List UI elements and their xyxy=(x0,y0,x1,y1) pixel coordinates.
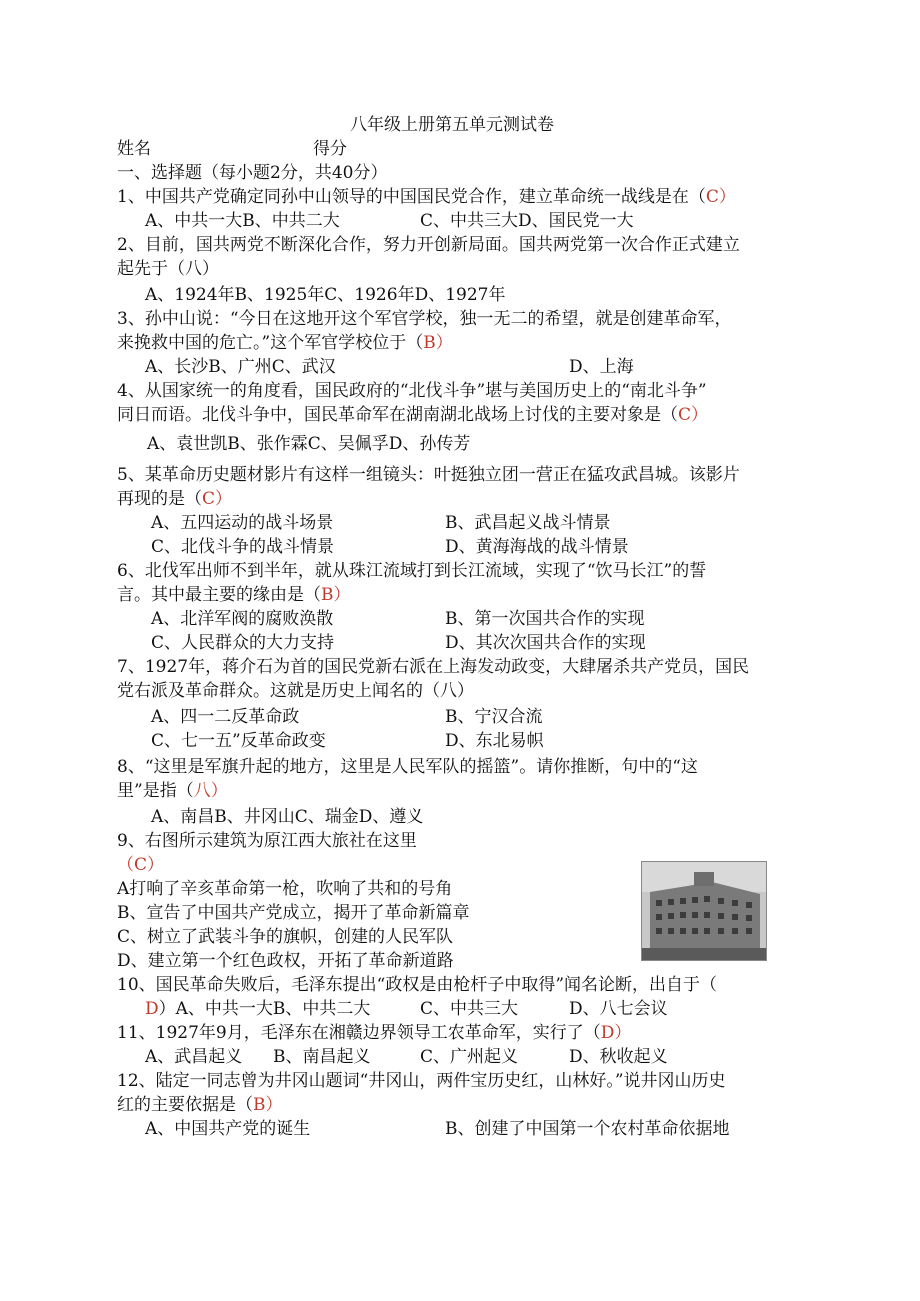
question-5-stem-cont: 再现的是（C） xyxy=(117,489,233,509)
option: B、宣告了中国共产党成立，揭开了革命新篇章 xyxy=(117,903,470,923)
option: A、北洋军阀的腐败涣散 xyxy=(151,609,334,629)
option: C、人民群众的大力支持 xyxy=(151,633,335,653)
question-2-stem: 2、目前，国共两党不断深化合作，努力开创新局面。国共两党第一次合作正式建立 xyxy=(117,235,740,255)
answer-mark: C xyxy=(202,489,216,509)
answer-mark: B xyxy=(423,333,436,353)
question-4-stem-cont: 同日而语。北伐斗争中，国民革命军在湖南湖北战场上讨伐的主要对象是（C） xyxy=(117,405,709,425)
option: B、创建了中国第一个农村革命依据地 xyxy=(445,1119,730,1139)
option: A、中共一大B、中共二大 xyxy=(145,211,340,231)
answer-mark: B xyxy=(321,585,334,605)
option: D、建立第一个红色政权，开拓了革命新道路 xyxy=(117,951,454,971)
question-7-stem: 7、1927年，蒋介石为首的国民党新右派在上海发动政变，大肆屠杀共产党员，国民 xyxy=(117,657,750,677)
option: D、其次次国共合作的实现 xyxy=(445,633,646,653)
answer-mark: B xyxy=(253,1095,266,1115)
option: B、武昌起义战斗情景 xyxy=(445,513,611,533)
answer-mark: C xyxy=(705,187,719,207)
option: A、中国共产党的诞生 xyxy=(145,1119,311,1139)
answer-mark: D xyxy=(600,1023,615,1043)
option: A、1924年B、1925年C、1926年D、1927年 xyxy=(145,285,506,305)
question-10-stem: 10、国民革命失败后，毛泽东提出“政权是由枪杆子中取得”闻名论断，出自于（ xyxy=(117,975,718,995)
question-12-stem: 12、陆定一同志曾为井冈山题词“井冈山，两件宝历史红，山林好。”说井冈山历史 xyxy=(117,1071,726,1091)
question-9-answer: （C） xyxy=(117,855,165,875)
option: B、第一次国共合作的实现 xyxy=(445,609,645,629)
question-6-stem-cont: 言。其中最主要的缘由是（B） xyxy=(117,585,351,605)
question-10-answer-and-options: D）A、中共一大B、中共二大 xyxy=(145,999,371,1019)
option: C、北伐斗争的战斗情景 xyxy=(151,537,335,557)
question-8-stem: 8、“这里是军旗升起的地方，这里是人民军队的摇篮”。请你推断，句中的“这 xyxy=(117,757,698,777)
option: D、黄海海战的战斗情景 xyxy=(445,537,629,557)
option: D、东北易帜 xyxy=(445,731,544,751)
question-5-stem: 5、某革命历史题材影片有这样一组镜头：叶挺独立团一营正在猛攻武昌城。该影片 xyxy=(117,465,740,485)
option: A、南昌B、井冈山C、瑞金D、遵义 xyxy=(151,807,424,827)
name-label: 姓名 xyxy=(117,139,151,159)
option: D、八七会议 xyxy=(569,999,668,1019)
option: B、宁汉合流 xyxy=(445,707,543,727)
answer-mark: D xyxy=(145,999,159,1019)
option: C、中共三大 xyxy=(420,999,519,1019)
option: B、南昌起义 xyxy=(273,1047,371,1067)
option: C、广州起义 xyxy=(420,1047,519,1067)
question-7-stem-cont: 党右派及革命群众。这就是历史上闻名的（八） xyxy=(117,681,474,701)
section-heading: 一、选择题（每小题2分，共40分） xyxy=(117,163,388,183)
question-6-stem: 6、北伐军出师不到半年，就从珠江流域打到长江流域，实现了“饮马长江”的誓 xyxy=(117,561,707,581)
option: D、上海 xyxy=(569,357,634,377)
question-3-stem: 3、孙中山说：“今日在这地开这个军官学校，独一无二的希望，就是创建革命军， xyxy=(117,309,732,329)
question-3-stem-cont: 来挽救中国的危亡。”这个军官学校位于（B） xyxy=(117,333,453,353)
question-12-stem-cont: 红的主要依据是（B） xyxy=(117,1095,283,1115)
question-9-stem: 9、右图所示建筑为原江西大旅社在这里 xyxy=(117,831,417,851)
option: A、四一二反革命政 xyxy=(151,707,300,727)
answer-mark: 八 xyxy=(193,781,211,801)
question-2-stem-cont: 起先于（八） xyxy=(117,259,219,279)
question-8-stem-cont: 里”是指（八） xyxy=(117,781,228,801)
answer-mark: C xyxy=(134,855,148,875)
building-photo xyxy=(641,861,767,961)
option: A、长沙B、广州C、武汉 xyxy=(145,357,336,377)
option: A、五四运动的战斗场景 xyxy=(151,513,334,533)
option: C、七一五”反革命政变 xyxy=(151,731,326,751)
hotel-building-illustration xyxy=(642,862,766,960)
answer-mark: C xyxy=(678,405,692,425)
score-label: 得分 xyxy=(313,139,347,159)
page-title: 八年级上册第五单元测试卷 xyxy=(350,115,554,135)
question-4-stem: 4、从国家统一的角度看，国民政府的“北伐斗争”堪与美国历史上的“南北斗争” xyxy=(117,381,707,401)
option: D、秋收起义 xyxy=(569,1047,668,1067)
question-1-stem: 1、中国共产党确定同孙中山领导的中国国民党合作，建立革命统一战线是在（C） xyxy=(117,187,736,207)
option: A、袁世凯B、张作霖C、吴佩孚D、孙传芳 xyxy=(147,434,471,454)
option: C、树立了武装斗争的旗帜，创建的人民军队 xyxy=(117,927,454,947)
option: A、武昌起义 xyxy=(145,1047,243,1067)
option: A打响了辛亥革命第一枪，吹响了共和的号角 xyxy=(117,879,453,899)
option: C、中共三大D、国民党一大 xyxy=(420,211,634,231)
question-11-stem: 11、1927年9月，毛泽东在湘赣边界领导工农革命军，实行了（D） xyxy=(117,1023,632,1043)
